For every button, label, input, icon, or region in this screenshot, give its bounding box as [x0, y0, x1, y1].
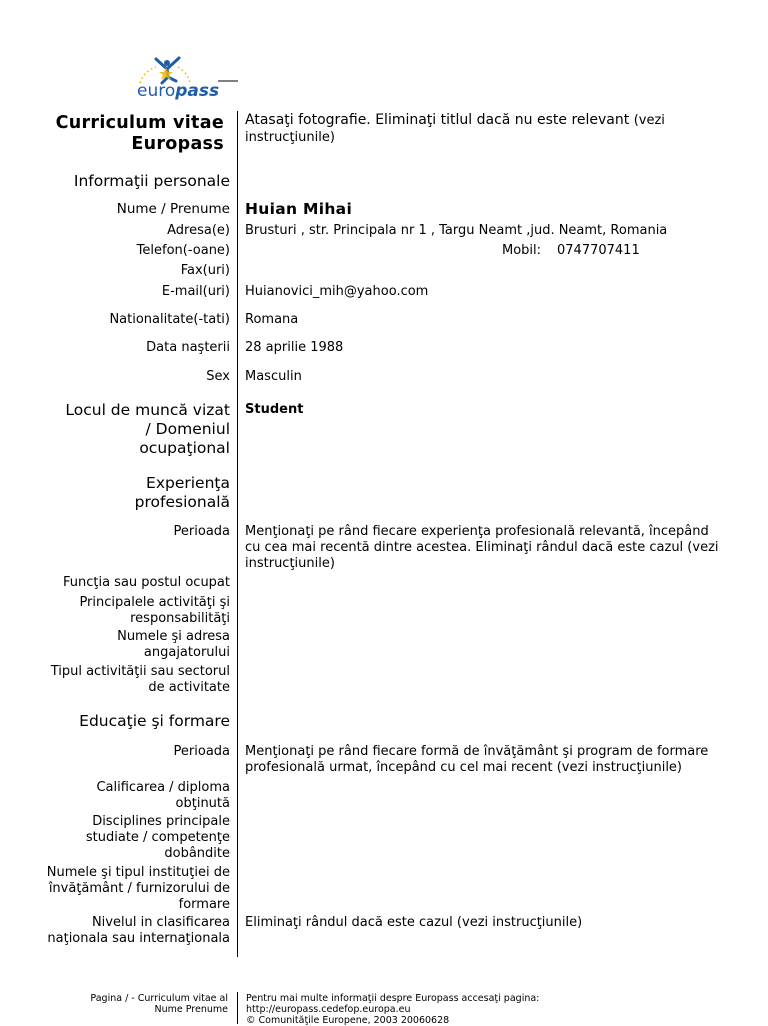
institution-label-2: învăţământ / furnizorului de — [48, 881, 230, 896]
education-period-value — [245, 744, 708, 776]
desired-job-value: Student — [245, 402, 304, 417]
experience-period-line-1: Menţionaţi pe rând fiecare experienţa profesională relevantă, începând — [245, 524, 709, 539]
cv-title — [56, 113, 224, 155]
nationality-label: Nationalitate(-tati) — [109, 312, 230, 327]
footer-left-1: Pagina / - Curriculum vitae al — [90, 993, 228, 1004]
desired-job-heading-2: / Domeniul — [145, 420, 230, 438]
cv-title-line-2: Europass — [131, 134, 224, 154]
education-heading: Educaţie şi formare — [79, 712, 230, 730]
sex-label: Sex — [206, 369, 230, 384]
name-value: Huian Mihai — [245, 200, 353, 218]
level-label-2: naţionala sau internaţionala — [47, 931, 230, 946]
mobile-value: 0747707411 — [557, 243, 640, 258]
desired-job-heading — [65, 401, 230, 458]
footer-left-2: Nume Prenume — [154, 1004, 228, 1015]
fax-label: Fax(uri) — [180, 263, 230, 278]
photo-note-paren: (vezi — [633, 113, 665, 128]
footer-link[interactable]: http://europass.cedefop.europa.eu — [246, 1004, 411, 1015]
institution-label-1: Numele şi tipul instituţiei de — [46, 865, 230, 880]
experience-heading-1: Experienţa — [146, 474, 230, 492]
experience-period-line-3: instrucţiunile) — [245, 556, 335, 571]
experience-heading-2: profesională — [134, 493, 230, 511]
address-label: Adresa(e) — [167, 223, 230, 238]
experience-period-value — [245, 524, 719, 572]
birth-date-value: 28 aprilie 1988 — [245, 340, 344, 355]
email-value: Huianovici_mih@yahoo.com — [245, 284, 429, 299]
footer-right-1: Pentru mai multe informaţii despre Europass accesaţi pagina: — [246, 993, 540, 1004]
footer-right — [246, 993, 539, 1026]
desired-job-heading-3: ocupaţional — [139, 439, 230, 457]
europass-logo — [130, 55, 240, 107]
desired-job-heading-1: Locul de muncă vizat — [65, 401, 230, 419]
diploma-label — [96, 780, 230, 812]
divider-line — [237, 111, 238, 957]
phone-label: Telefon(-oane) — [136, 243, 230, 258]
activities-label-1: Principalele activităţi şi — [79, 595, 230, 610]
photo-note — [245, 112, 665, 146]
employer-label-2: angajatorului — [143, 645, 230, 660]
nationality-value: Romana — [245, 312, 299, 327]
photo-note-text: Atasaţi fotografie. Eliminaţi titlul dacă nu este relevant — [245, 112, 634, 128]
photo-note-end: instrucţiunile) — [245, 130, 335, 145]
logo-text-euro: euro — [137, 81, 176, 101]
sector-label — [51, 664, 230, 696]
footer-copyright: © Comunităţile Europene, 2003 20060628 — [246, 1015, 450, 1026]
job-title-label: Funcţia sau postul ocupat — [62, 575, 230, 590]
education-period-line-2: profesională urmat, începând cu cel mai recent (vezi instrucţiunile) — [245, 760, 682, 775]
subjects-label-2: studiate / competenţe — [85, 830, 230, 845]
experience-period-label: Perioada — [173, 524, 230, 539]
employer-label — [117, 629, 230, 661]
experience-heading — [135, 474, 230, 512]
diploma-label-1: Calificarea / diploma — [96, 780, 230, 795]
employer-label-1: Numele şi adresa — [117, 629, 230, 644]
level-value: Eliminaţi rândul dacă este cazul (vezi instrucţiunile) — [245, 915, 583, 930]
email-label: E-mail(uri) — [161, 284, 230, 299]
education-period-line-1: Menţionaţi pe rând fiecare formă de învăţământ şi program de formare — [245, 744, 709, 759]
level-label — [47, 915, 230, 947]
sector-label-2: de activitate — [148, 680, 230, 695]
footer-divider — [237, 992, 238, 1024]
birth-date-label: Data naşterii — [146, 340, 230, 355]
subjects-label — [86, 814, 230, 862]
subjects-label-1: Disciplines principale — [92, 814, 230, 829]
education-period-label: Perioada — [173, 744, 230, 759]
subjects-label-3: dobândite — [164, 846, 230, 861]
institution-label-3: formare — [178, 897, 230, 912]
activities-label — [79, 595, 230, 627]
sex-value: Masculin — [245, 369, 302, 384]
level-label-1: Nivelul in clasificarea — [91, 915, 230, 930]
address-value: Brusturi , str. Principala nr 1 , Targu Neamt ,jud. Neamt, Romania — [245, 223, 668, 238]
footer-left — [90, 993, 228, 1015]
experience-period-line-2: cu cea mai recentă dintre acestea. Eliminaţi rândul dacă este cazul (vezi — [245, 540, 719, 555]
personal-info-heading: Informaţii personale — [73, 172, 230, 190]
logo-text-pass: pass — [175, 81, 220, 101]
mobile-label: Mobil: — [502, 243, 542, 258]
activities-label-2: responsabilităţi — [130, 611, 230, 626]
institution-label — [47, 865, 230, 913]
cv-title-line-1: Curriculum vitae — [55, 113, 224, 133]
name-label: Nume / Prenume — [116, 201, 230, 217]
sector-label-1: Tipul activităţii sau sectorul — [50, 664, 230, 679]
diploma-label-2: obţinută — [175, 796, 230, 811]
